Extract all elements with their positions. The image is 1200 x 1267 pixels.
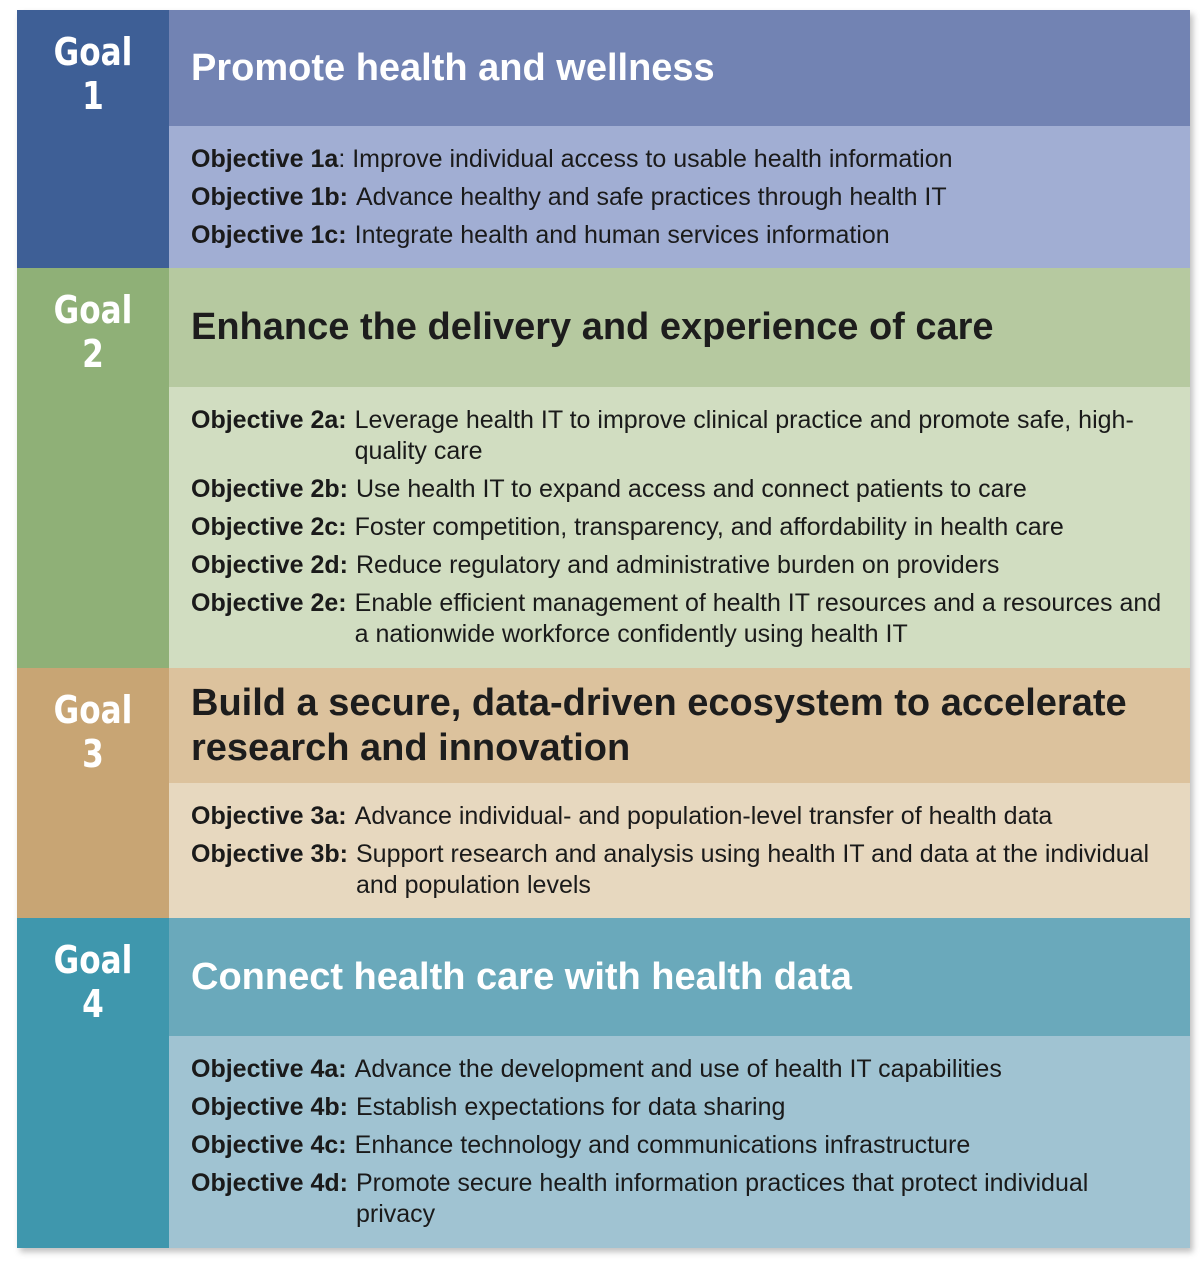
objective-2c xyxy=(191,512,1170,543)
objective-label: Objective 4c: xyxy=(191,1131,347,1159)
goal-4-content xyxy=(169,918,1190,1248)
objective-label: Objective 1b: xyxy=(191,183,348,211)
objective-text: Use health IT to expand access and connect patients to care xyxy=(356,475,1027,503)
objective-label: Objective 3a: xyxy=(191,802,347,830)
objective-text: Advance individual- and population-level transfer of health data xyxy=(354,802,1053,830)
goal-4-label xyxy=(17,918,169,1248)
objective-label: Objective 1c: xyxy=(191,221,347,249)
objective-1c xyxy=(191,220,1170,251)
goal-1-label xyxy=(17,10,169,268)
goal-1-title: Promote health and wellness xyxy=(169,10,1190,126)
goal-3-block xyxy=(17,668,1190,918)
goal-2-content xyxy=(169,268,1190,668)
objective-text: Promote secure health information practices that protect individual privacy xyxy=(356,1169,1089,1228)
goal-1-content xyxy=(169,10,1190,268)
objective-text: Advance the development and use of health IT capabilities xyxy=(354,1055,1002,1083)
objective-1b xyxy=(191,182,1170,213)
goal-4-number: 4 xyxy=(82,982,104,1026)
objective-2e xyxy=(191,588,1170,650)
goal-2-objectives xyxy=(169,387,1190,668)
goal-4-objectives xyxy=(169,1036,1190,1248)
objective-text: Integrate health and human services information xyxy=(354,221,890,249)
objective-label: Objective 2c: xyxy=(191,513,347,541)
objective-text: Support research and analysis using health IT and data at the individual and population levels xyxy=(356,840,1150,899)
goal-3-label xyxy=(17,668,169,918)
objective-label: Objective 4d: xyxy=(191,1169,348,1197)
objective-text: Enable efficient management of health IT resources and a resources and a nationwide workforce confidently using health IT xyxy=(354,589,1162,648)
goal-1-block xyxy=(17,10,1190,268)
objective-label: Objective 2b: xyxy=(191,475,348,503)
objective-3a xyxy=(191,801,1170,832)
goal-2-title: Enhance the delivery and experience of care xyxy=(169,268,1190,387)
goal-2-word: Goal xyxy=(53,288,133,332)
objective-label: Objective 4b: xyxy=(191,1093,348,1121)
objective-2a xyxy=(191,405,1170,467)
goal-3-word: Goal xyxy=(53,688,133,732)
objective-text: Establish expectations for data sharing xyxy=(356,1093,786,1121)
goal-1-word: Goal xyxy=(53,30,133,74)
goal-2-label xyxy=(17,268,169,668)
objective-4b xyxy=(191,1092,1170,1123)
objective-label: Objective 2e: xyxy=(191,589,347,617)
goal-2-block xyxy=(17,268,1190,668)
goal-3-title: Build a secure, data-driven ecosystem to accelerate research and innovation xyxy=(169,668,1190,783)
goal-3-content xyxy=(169,668,1190,918)
goal-4-block xyxy=(17,918,1190,1248)
goal-3-number: 3 xyxy=(82,732,104,776)
objective-text: Advance healthy and safe practices through health IT xyxy=(356,183,947,211)
objective-label: Objective 2a: xyxy=(191,406,347,434)
objective-label: Objective 2d: xyxy=(191,551,348,579)
goal-2-number: 2 xyxy=(82,332,104,376)
objective-text: Leverage health IT to improve clinical practice and promote safe, high-quality care xyxy=(354,406,1134,465)
goal-1-objectives xyxy=(169,126,1190,268)
objective-4c xyxy=(191,1130,1170,1161)
objective-label: Objective 4a: xyxy=(191,1055,347,1083)
objective-2b xyxy=(191,474,1170,505)
objective-text: Enhance technology and communications infrastructure xyxy=(354,1131,971,1159)
objective-3b xyxy=(191,839,1170,901)
objective-label: Objective 3b: xyxy=(191,840,348,868)
objective-text: Reduce regulatory and administrative burden on providers xyxy=(356,551,1000,579)
objective-text: Foster competition, transparency, and affordability in health care xyxy=(354,513,1064,541)
goals-table xyxy=(17,10,1190,1248)
objective-label: Objective 1a xyxy=(191,145,339,173)
goal-4-title: Connect health care with health data xyxy=(169,918,1190,1036)
objective-1a xyxy=(191,144,1170,175)
objective-2d xyxy=(191,550,1170,581)
goal-4-word: Goal xyxy=(53,938,133,982)
goal-1-number: 1 xyxy=(82,74,104,118)
goal-3-objectives xyxy=(169,783,1190,918)
objective-4a xyxy=(191,1054,1170,1085)
objective-text: : Improve individual access to usable health information xyxy=(338,145,953,173)
objective-4d xyxy=(191,1168,1170,1230)
